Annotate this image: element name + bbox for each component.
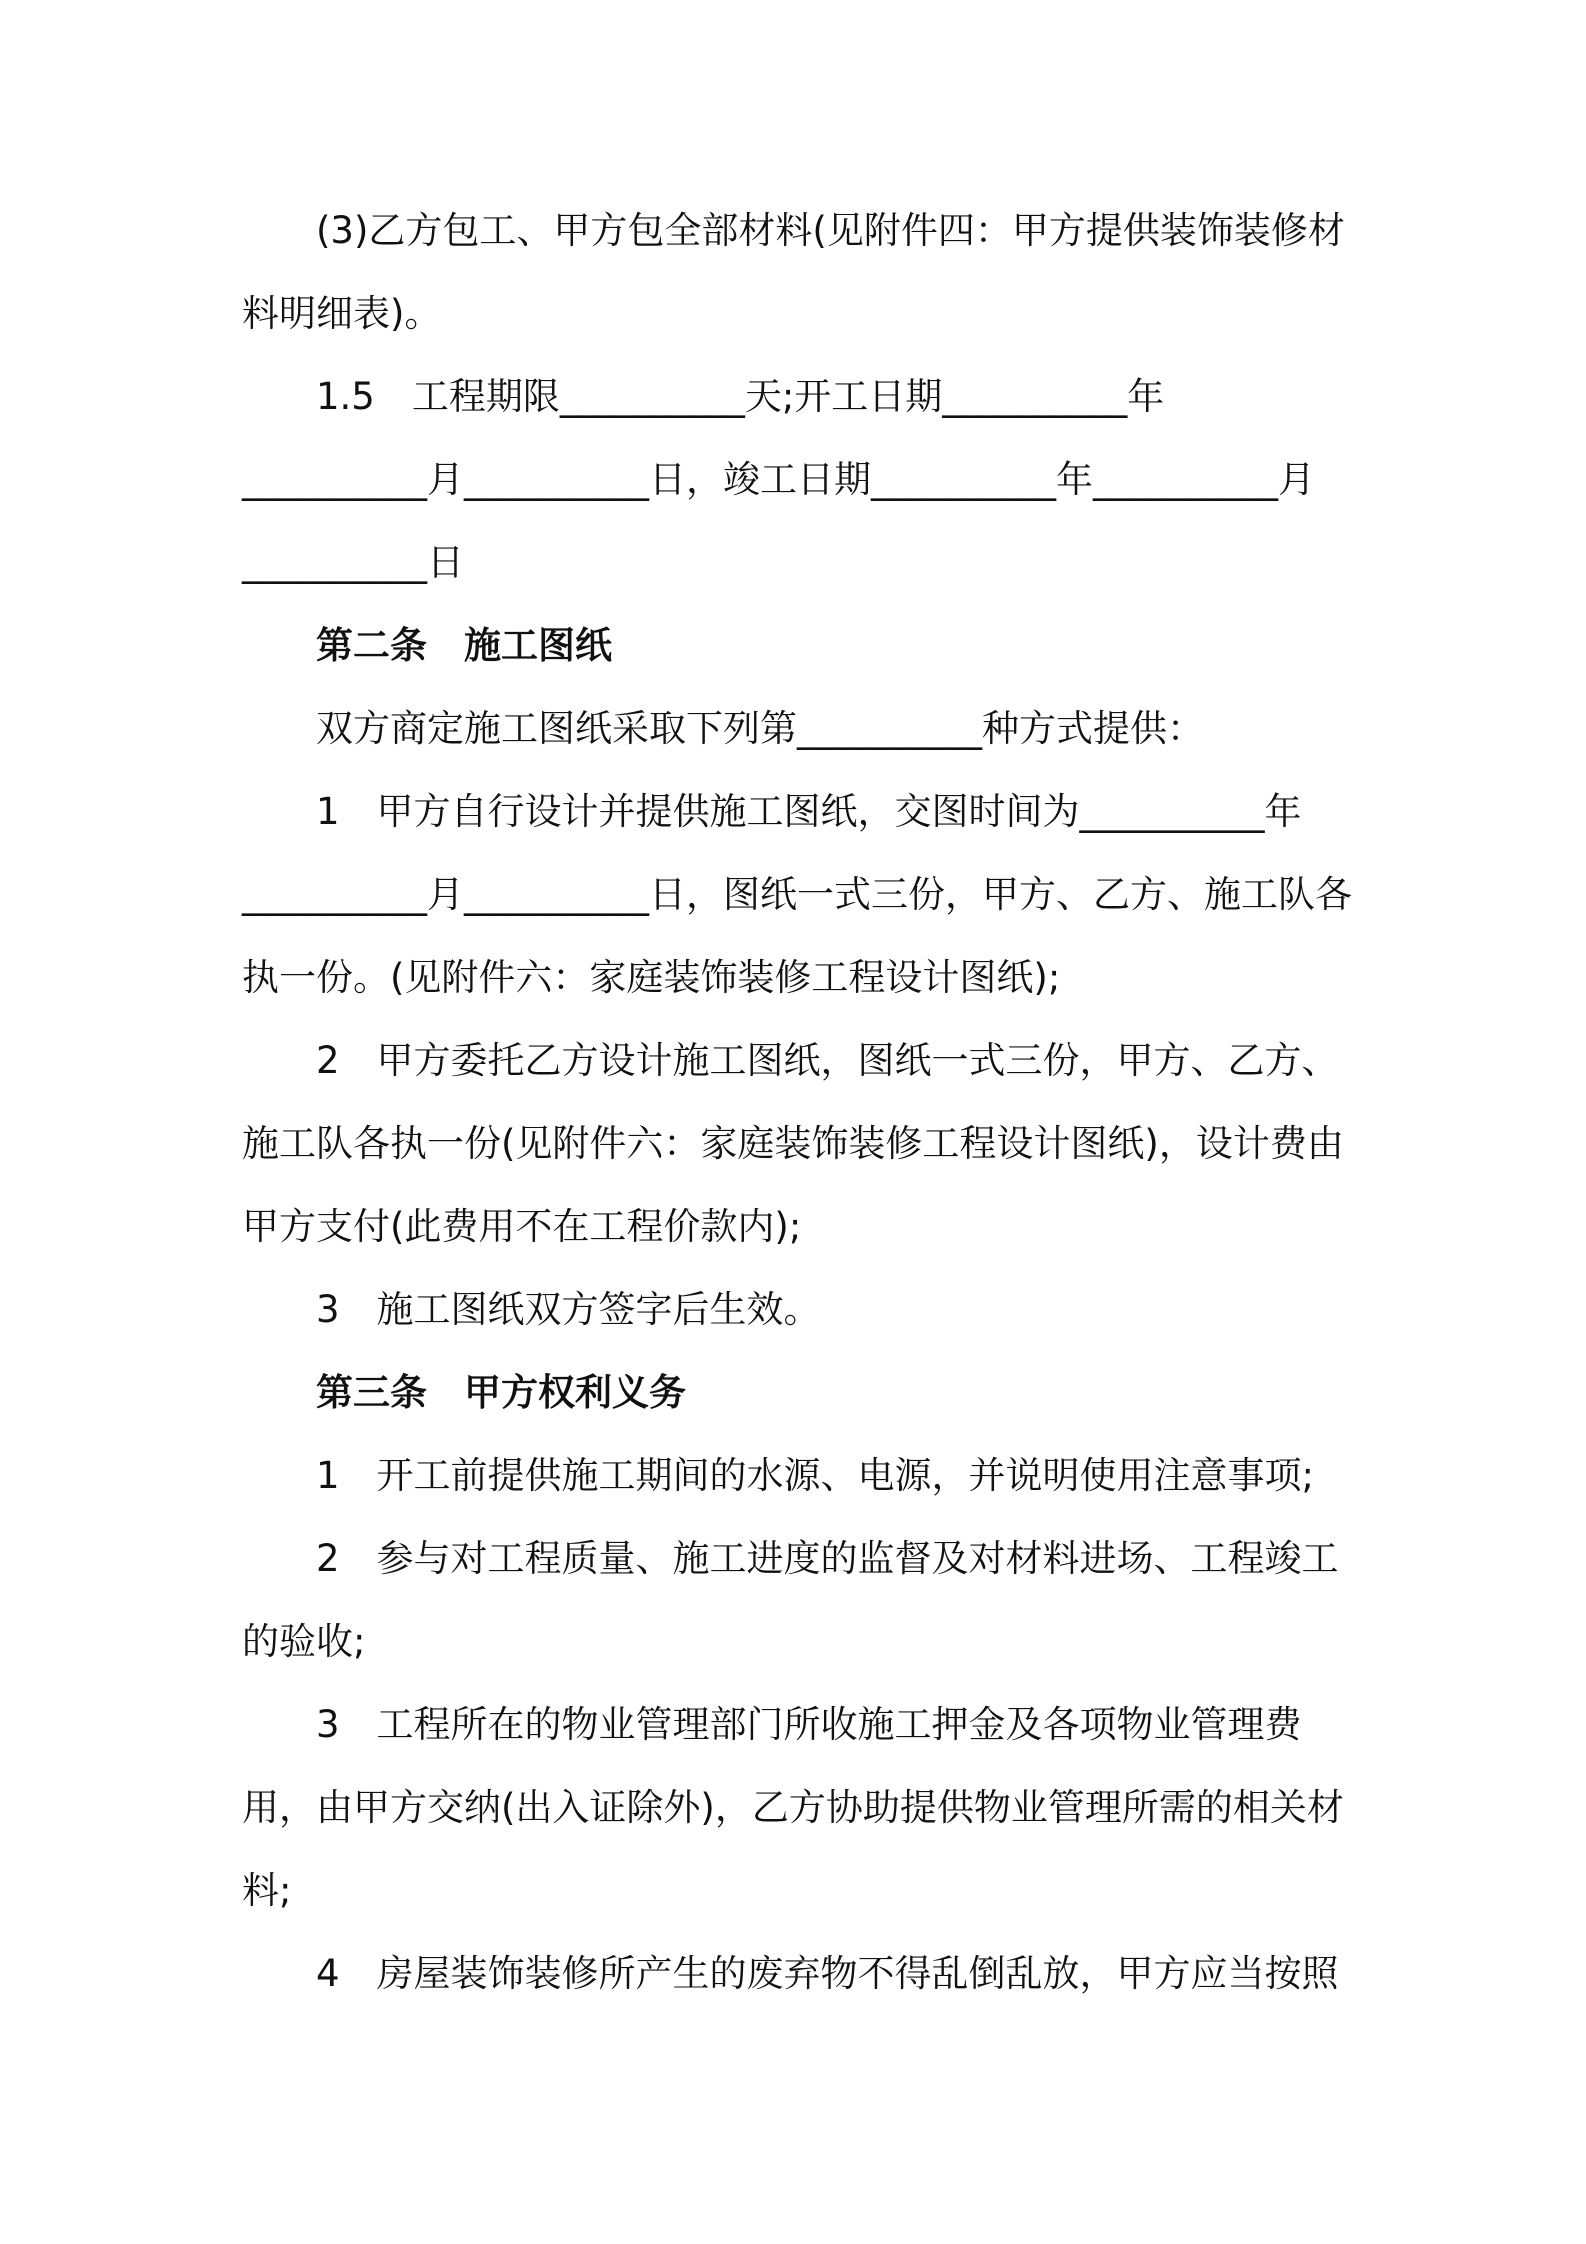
paragraph-line: 双方商定施工图纸采取下列第__________种方式提供： xyxy=(316,707,1204,750)
paragraph-line: __________月__________日，竣工日期__________年__________月 xyxy=(242,458,1315,501)
paragraph-line: 的验收; xyxy=(242,1620,366,1663)
paragraph-line: 1.5 工程期限__________天;开工日期__________年 xyxy=(316,375,1165,418)
section-heading: 第二条 施工图纸 xyxy=(316,624,612,667)
list-item: 1 开工前提供施工期间的水源、电源，并说明使用注意事项; xyxy=(316,1454,1315,1497)
list-item: 4 房屋装饰装修所产生的废弃物不得乱倒乱放，甲方应当按照 xyxy=(316,1952,1339,1995)
list-item: 2 甲方委托乙方设计施工图纸，图纸一式三份，甲方、乙方、 xyxy=(316,1039,1339,1082)
paragraph-line: 执一份。(见附件六：家庭装饰装修工程设计图纸); xyxy=(242,956,1061,999)
list-item: 2 参与对工程质量、施工进度的监督及对材料进场、工程竣工 xyxy=(316,1537,1339,1580)
paragraph-line: 料; xyxy=(242,1869,292,1912)
paragraph-line: (3)乙方包工、甲方包全部材料(见附件四：甲方提供装饰装修材 xyxy=(316,209,1345,252)
list-item: 1 甲方自行设计并提供施工图纸，交图时间为__________年 xyxy=(316,790,1302,833)
paragraph-line: 甲方支付(此费用不在工程价款内); xyxy=(242,1205,802,1248)
paragraph-line: 用，由甲方交纳(出入证除外)，乙方协助提供物业管理所需的相关材 xyxy=(242,1786,1344,1829)
section-heading: 第三条 甲方权利义务 xyxy=(316,1371,686,1414)
paragraph-line: 施工队各执一份(见附件六：家庭装饰装修工程设计图纸)，设计费由 xyxy=(242,1122,1344,1165)
paragraph-line: __________日 xyxy=(242,541,464,584)
paragraph-line: 料明细表)。 xyxy=(242,292,442,335)
list-item: 3 工程所在的物业管理部门所收施工押金及各项物业管理费 xyxy=(316,1703,1302,1746)
paragraph-line: __________月__________日，图纸一式三份，甲方、乙方、施工队各 xyxy=(242,873,1352,916)
list-item: 3 施工图纸双方签字后生效。 xyxy=(316,1288,821,1331)
